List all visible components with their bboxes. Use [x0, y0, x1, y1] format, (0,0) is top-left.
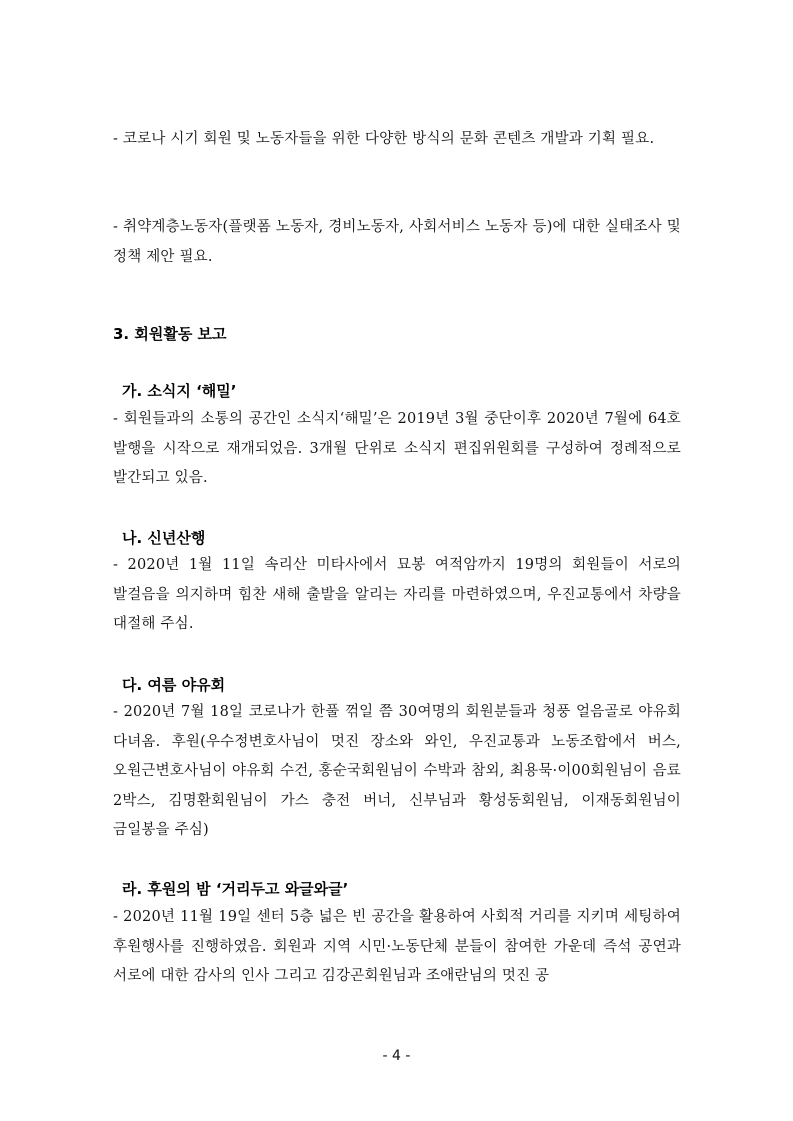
- section-title: 3. 회원활동 보고: [113, 325, 227, 343]
- paragraph-new-year-hike: - 2020년 1월 11일 속리산 미타사에서 묘봉 여적암까지 19명의 회원들이 서로의 발걸음을 의지하며 힘찬 새해 출발을 알리는 자리를 마련하였으며, 우진교통에서 차량을 대절해 주심.: [113, 557, 681, 632]
- paragraph-support-night: - 2020년 11월 19일 센터 5층 넓은 빈 공간을 활용하여 사회적 거리를 지키며 세팅하여 후원행사를 진행하였음. 회원과 지역 시민·노동단체 분들이 참여한 가운데 즉석 공연과 서로에 대한 감사의 인사 그리고 김강곤회원님과 조애란님의 멋진 공: [113, 909, 681, 984]
- paragraph-vulnerable-workers: - 취약계층노동자(플랫폼 노동자, 경비노동자, 사회서비스 노동자 등)에 대한 실태조사 및 정책 제안 필요.: [113, 219, 681, 265]
- page-number: - 4 -: [382, 1048, 411, 1064]
- subsection-title-newsletter: 가. 소식지 ‘해밀’: [122, 382, 237, 400]
- paragraph-newsletter: - 회원들과의 소통의 공간인 소식지‘해밀’은 2019년 3월 중단이후 2020년 7월에 64호 발행을 시작으로 재개되었음. 3개월 단위로 소식지 편집위원회를 구성하여 정례적으로 발간되고 있음.: [113, 411, 681, 486]
- subsection-title-support-night: 라. 후원의 밤 ‘거리두고 와글와글’: [122, 880, 349, 898]
- paragraph-summer-outing: - 2020년 7월 18일 코로나가 한풀 꺾일 쯤 30여명의 회원분들과 청풍 얼음골로 야유회 다녀옴. 후원(우수정변호사님이 멋진 장소와 와인, 우진교통과 노동조합에서 버스, 오원근변호사님이 야유회 수건, 홍순국회원님이 수박과 참외, 최용묵·이00회원님이 음료 2박스, 김명환회원님이 가스 충전 버너, 신부님과 황성동회원님, 이재동회원님이 금일봉을 주심): [113, 704, 681, 838]
- paragraph-culture-content: - 코로나 시기 회원 및 노동자들을 위한 다양한 방식의 문화 콘텐츠 개발과 기획 필요.: [113, 131, 655, 147]
- subsection-title-summer-outing: 다. 여름 야유회: [122, 676, 226, 694]
- subsection-title-new-year-hike: 나. 신년산행: [122, 529, 206, 547]
